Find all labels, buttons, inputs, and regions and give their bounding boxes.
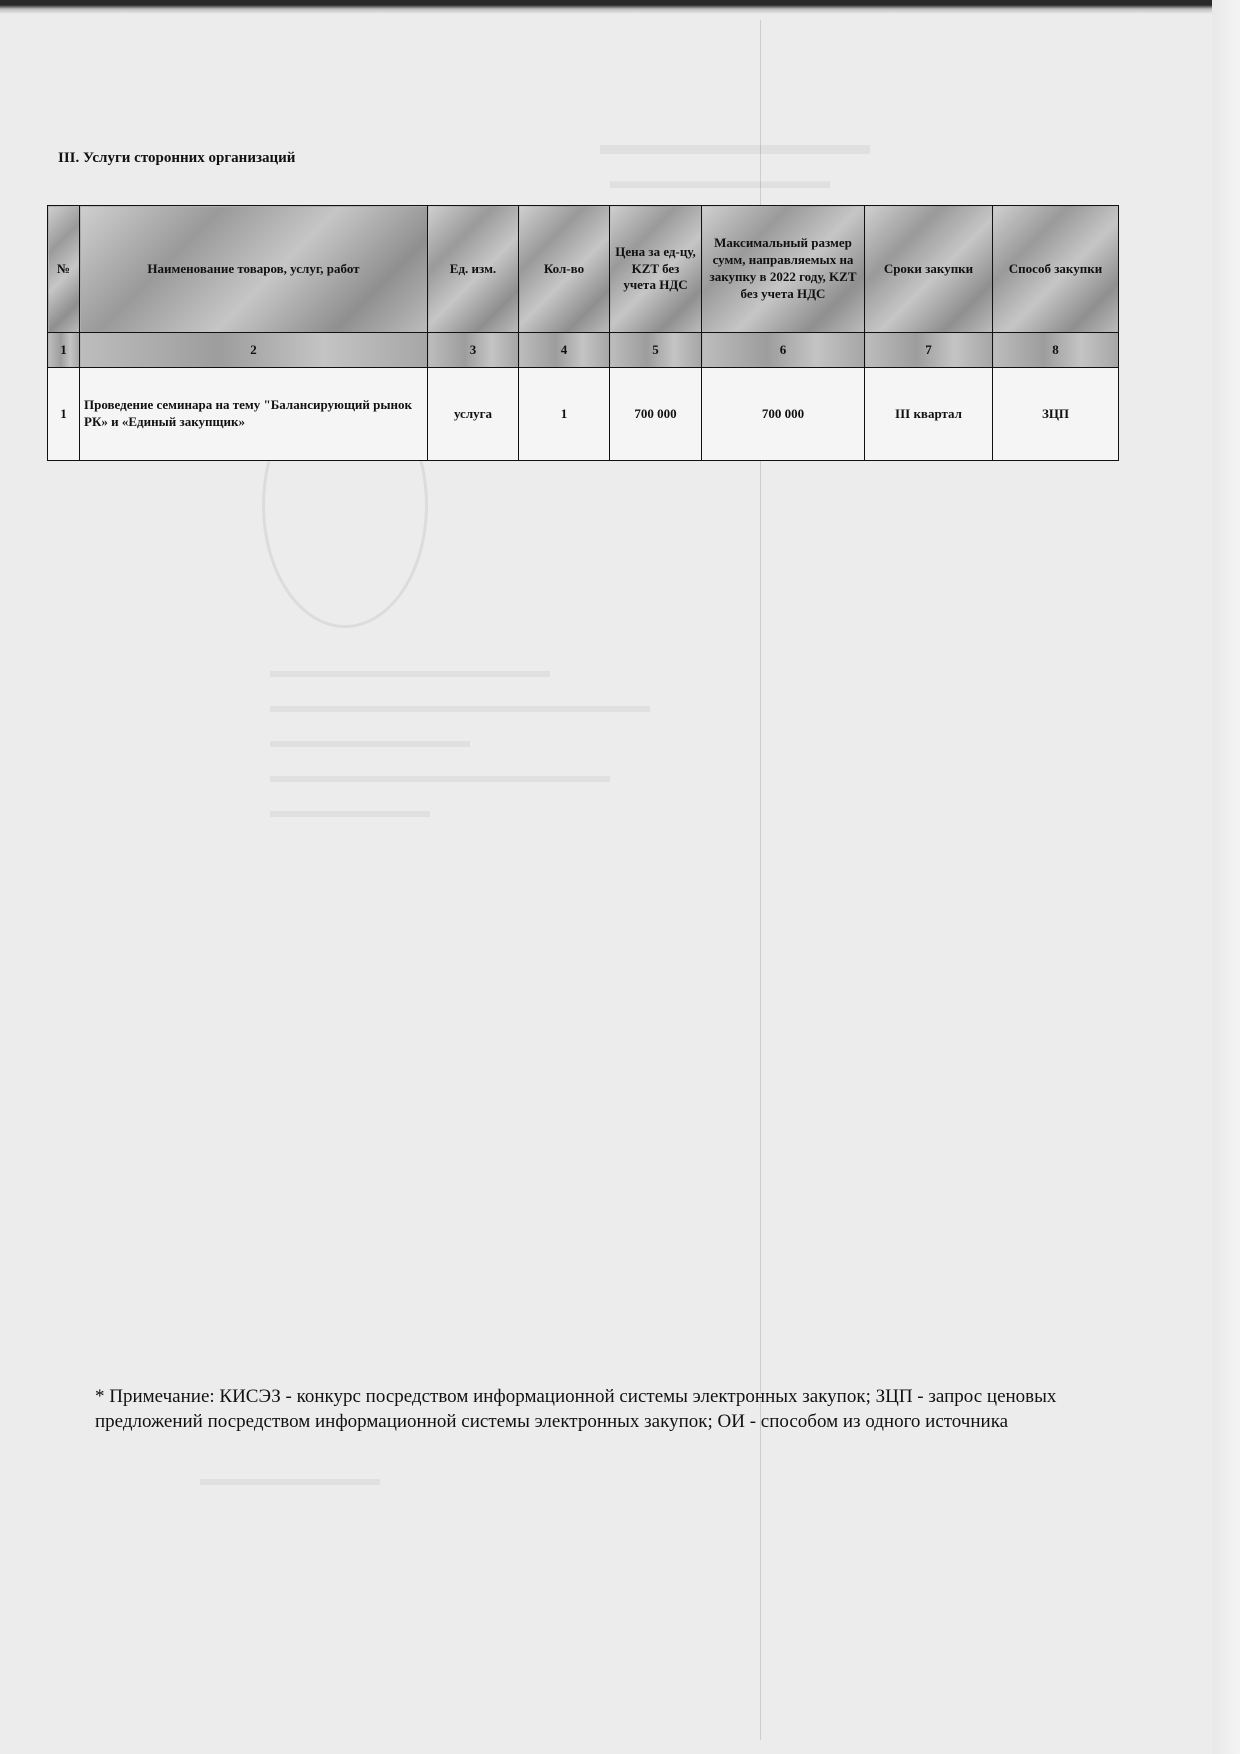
column-number: 7: [865, 333, 993, 368]
row-number: 1: [48, 368, 80, 461]
bleed-through-text: ▬▬▬▬▬▬▬▬▬▬▬▬▬▬▬▬▬: [270, 765, 610, 787]
row-name: Проведение семинара на тему "Балансирующий рынок РК» и «Единый закупщик»: [80, 368, 428, 461]
bleed-through-text: ▬▬▬▬▬▬▬▬▬▬▬▬▬▬: [270, 660, 550, 682]
header-number: №: [48, 206, 80, 333]
procurement-table: [47, 205, 1119, 461]
bleed-through-text: ▬▬▬▬▬▬▬▬▬▬▬▬▬▬▬▬▬▬▬: [270, 695, 650, 717]
row-quantity: 1: [519, 368, 610, 461]
bleed-through-text: ▬▬▬▬▬▬▬▬: [270, 800, 430, 822]
bleed-through-text: ▬▬▬▬▬▬▬▬▬: [200, 1468, 380, 1490]
header-term: Сроки закупки: [865, 206, 993, 333]
table-column-numbers-row: [48, 333, 1119, 368]
column-number: 5: [610, 333, 702, 368]
row-max-amount: 700 000: [702, 368, 865, 461]
column-number: 1: [48, 333, 80, 368]
column-number: 4: [519, 333, 610, 368]
table-row: [48, 368, 1119, 461]
header-method: Способ закупки: [993, 206, 1119, 333]
row-term: III квартал: [865, 368, 993, 461]
header-unit: Ед. изм.: [428, 206, 519, 333]
footnote: * Примечание: КИСЭЗ - конкурс посредством информационной системы электронных закупок; ЗЦП - запрос ценовых предложений посредством информационной системы электронных закупок; ОИ - способом из одного источника: [95, 1386, 1057, 1433]
column-number: 3: [428, 333, 519, 368]
bleed-through-text: ▬▬▬▬▬▬▬▬▬▬: [270, 730, 470, 752]
header-unit-price: Цена за ед-цу, KZT без учета НДС: [610, 206, 702, 333]
row-unit: услуга: [428, 368, 519, 461]
section-title: III. Услуги сторонних организаций: [58, 150, 296, 166]
column-number: 8: [993, 333, 1119, 368]
column-number: 2: [80, 333, 428, 368]
bleed-through-text: ▬▬▬▬▬▬▬▬▬: [600, 128, 870, 161]
column-number: 6: [702, 333, 865, 368]
scan-top-edge: [0, 0, 1240, 14]
header-name: Наименование товаров, услуг, работ: [80, 206, 428, 333]
header-max-amount: Максимальный размер сумм, направляемых на закупку в 2022 году, KZT без учета НДС: [702, 206, 865, 333]
row-method: ЗЦП: [993, 368, 1119, 461]
table-header-row: [48, 206, 1119, 333]
bleed-through-text: ▬▬▬▬▬▬▬▬▬▬: [610, 168, 830, 193]
row-unit-price: 700 000: [610, 368, 702, 461]
header-quantity: Кол-во: [519, 206, 610, 333]
scan-right-margin: [1212, 0, 1240, 1754]
